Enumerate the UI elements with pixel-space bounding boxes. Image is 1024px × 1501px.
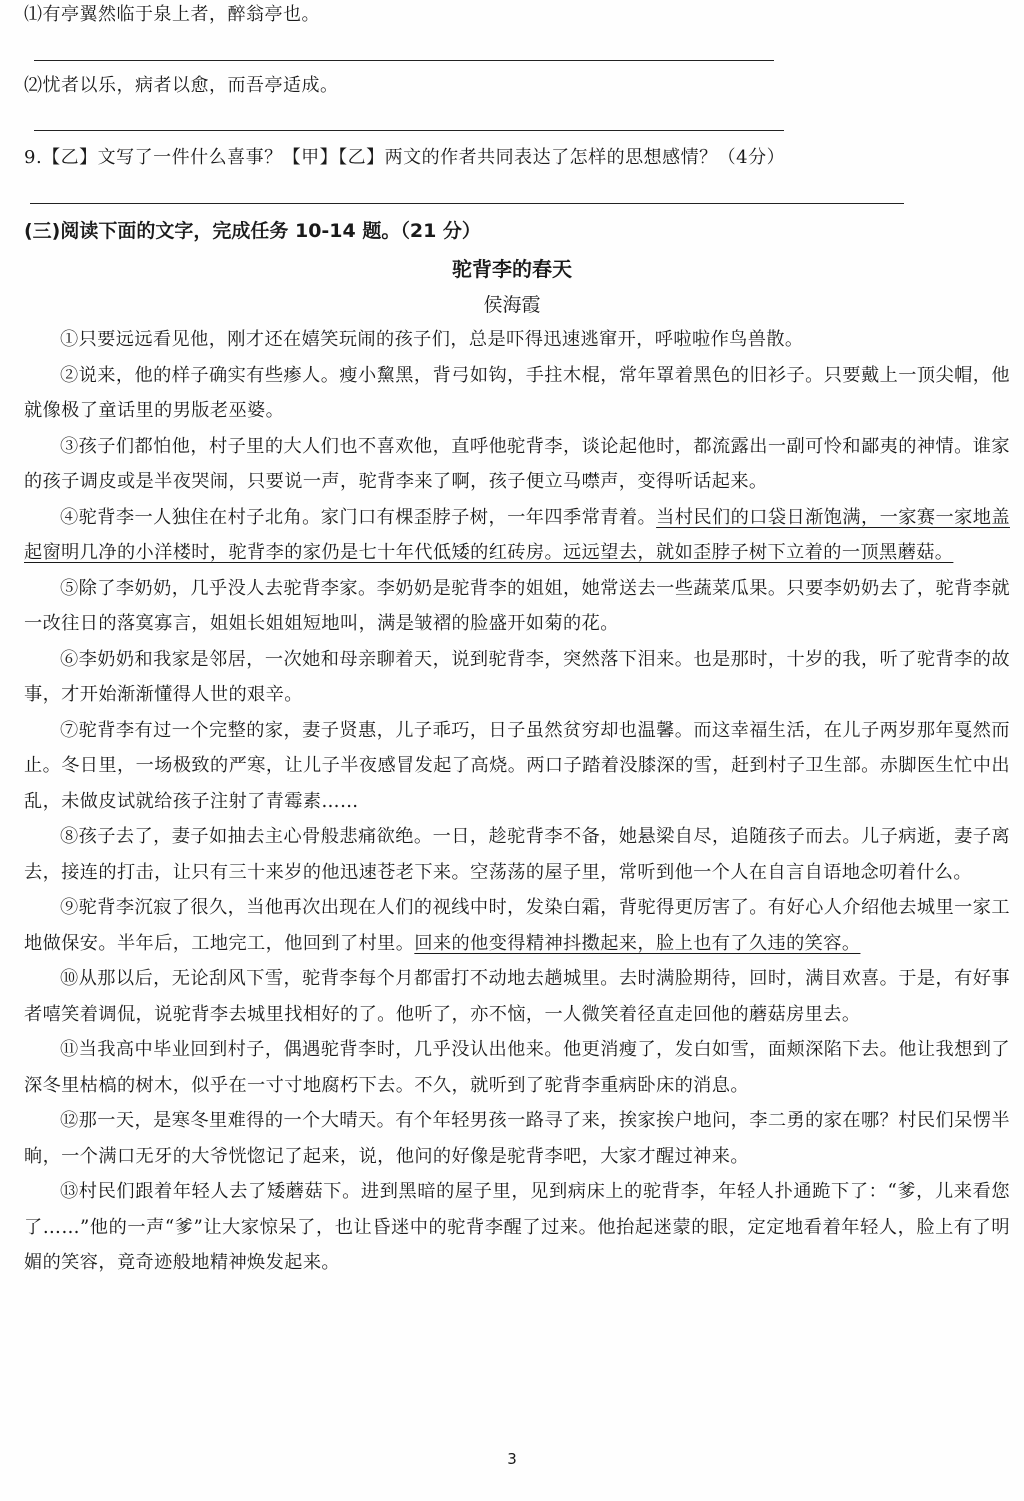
question-9: 9.【乙】文写了一件什么喜事？【甲】【乙】两文的作者共同表达了怎样的思想感情？（4分） bbox=[24, 147, 786, 168]
article-paragraph bbox=[24, 322, 1010, 358]
article-paragraph bbox=[24, 961, 1010, 1032]
answer-line-8-1 bbox=[34, 60, 774, 61]
article-paragraph bbox=[24, 500, 1010, 571]
article-paragraph bbox=[24, 1174, 1010, 1281]
article-paragraph bbox=[24, 429, 1010, 500]
paragraph-text: ⑦驼背李有过一个完整的家，妻子贤惠，儿子乖巧，日子虽然贫穷却也温馨。而这幸福生活，在儿子两岁那年戛然而止。冬日里，一场极致的严寒，让儿子半夜感冒发起了高烧。两口子踏着没膝深的雪，赶到村子卫生部。赤脚医生忙中出乱，未做皮试就给孩子注射了青霉素…… bbox=[24, 719, 1010, 812]
article-paragraph bbox=[24, 1103, 1010, 1174]
paragraph-text: ⑩从那以后，无论刮风下雪，驼背李每个月都雷打不动地去趟城里。去时满脸期待，回时，满目欢喜。于是，有好事者嘻笑着调侃，说驼背李去城里找相好的了。他听了，亦不恼，一人微笑着径直走回他的蘑菇房里去。 bbox=[24, 968, 1010, 1025]
underlined-sentence: 回来的他变得精神抖擞起来，脸上也有了久违的笑容。 bbox=[414, 932, 861, 954]
article-paragraph bbox=[24, 358, 1010, 429]
answer-line-8-2 bbox=[34, 130, 784, 131]
paragraph-text: ⑥李奶奶和我家是邻居，一次她和母亲聊着天，说到驼背李，突然落下泪来。也是那时，十岁的我，听了驼背李的故事，才开始渐渐懂得人世的艰辛。 bbox=[24, 648, 1010, 705]
page-number: 3 bbox=[507, 1450, 517, 1468]
article-paragraph bbox=[24, 713, 1010, 820]
article-paragraph bbox=[24, 890, 1010, 961]
section-heading: (三)阅读下面的文字，完成任务 10-14 题。（21 分） bbox=[24, 220, 481, 242]
paragraph-text: ⑧孩子去了，妻子如抽去主心骨般悲痛欲绝。一日，趁驼背李不备，她悬梁自尽，追随孩子而去。儿子病逝，妻子离去，接连的打击，让只有三十来岁的他迅速苍老下来。空荡荡的屋子里，常听到他一个人在自言自语地念叨着什么。 bbox=[24, 826, 1010, 883]
article-author: 侯海霞 bbox=[483, 294, 541, 316]
article-paragraph bbox=[24, 642, 1010, 713]
question-8-item-1: ⑴有亭翼然临于泉上者，醉翁亭也。 bbox=[24, 4, 320, 25]
paragraph-text: ①只要远远看见他，刚才还在嬉笑玩闹的孩子们，总是吓得迅速逃窜开，呼啦啦作鸟兽散。 bbox=[60, 329, 804, 350]
paragraph-text: ⑫那一天，是寒冬里难得的一个大晴天。有个年轻男孩一路寻了来，挨家挨户地问，李二勇的家在哪？村民们呆愣半晌，一个满口无牙的大爷恍惚记了起来，说，他问的好像是驼背李吧，大家才醒过神来。 bbox=[24, 1110, 1010, 1167]
article-title: 驼背李的春天 bbox=[452, 257, 572, 281]
question-8-item-2: ⑵忧者以乐，病者以愈，而吾亭适成。 bbox=[24, 75, 339, 96]
paragraph-text: ④驼背李一人独住在村子北角。家门口有棵歪脖子树，一年四季常青着。 bbox=[60, 506, 657, 528]
underlined-sentence: 当村民们的口袋日渐饱满，一家赛一家地盖起窗明几净的小洋楼时，驼背李的家仍是七十年代低矮的红砖房。远远望去，就如歪脖子树下立着的一顶黑蘑菇。 bbox=[24, 506, 1010, 563]
paragraph-text: ⑤除了李奶奶，几乎没人去驼背李家。李奶奶是驼背李的姐姐，她常送去一些蔬菜瓜果。只要李奶奶去了，驼背李就一改往日的落寞寡言，姐姐长姐姐短地叫，满是皱褶的脸盛开如菊的花。 bbox=[24, 577, 1010, 634]
paragraph-text: ③孩子们都怕他，村子里的大人们也不喜欢他，直呼他驼背李，谈论起他时，都流露出一副可怜和鄙夷的神情。谁家的孩子调皮或是半夜哭闹，只要说一声，驼背李来了啊，孩子便立马噤声，变得听话起来。 bbox=[24, 435, 1010, 492]
paragraph-text: ⑨驼背李沉寂了很久，当他再次出现在人们的视线中时，发染白霜，背驼得更厉害了。有好心人介绍他去城里一家工地做保安。半年后，工地完工，他回到了村里。 bbox=[24, 897, 1010, 954]
article-paragraph bbox=[24, 571, 1010, 642]
paragraph-text: ②说来，他的样子确实有些瘆人。瘦小黧黑，背弓如钩，手拄木棍，常年罩着黑色的旧衫子。只要戴上一顶尖帽，他就像极了童话里的男版老巫婆。 bbox=[24, 364, 1010, 421]
article-body bbox=[24, 322, 1010, 1281]
answer-line-9 bbox=[30, 203, 904, 204]
paragraph-text: ⑬村民们跟着年轻人去了矮蘑菇下。进到黑暗的屋子里，见到病床上的驼背李，年轻人扑通跪下了：“爹，儿来看您了……”他的一声“爹”让大家惊呆了，也让昏迷中的驼背李醒了过来。他抬起迷蒙的眼，定定地看着年轻人，脸上有了明媚的笑容，竟奇迹般地精神焕发起来。 bbox=[24, 1181, 1010, 1273]
article-paragraph bbox=[24, 1032, 1010, 1103]
article-paragraph bbox=[24, 819, 1010, 890]
paragraph-text: ⑪当我高中毕业回到村子，偶遇驼背李时，几乎没认出他来。他更消瘦了，发白如雪，面颊深陷下去。他让我想到了深冬里枯槁的树木，似乎在一寸寸地腐朽下去。不久，就听到了驼背李重病卧床的消息。 bbox=[24, 1039, 1010, 1096]
